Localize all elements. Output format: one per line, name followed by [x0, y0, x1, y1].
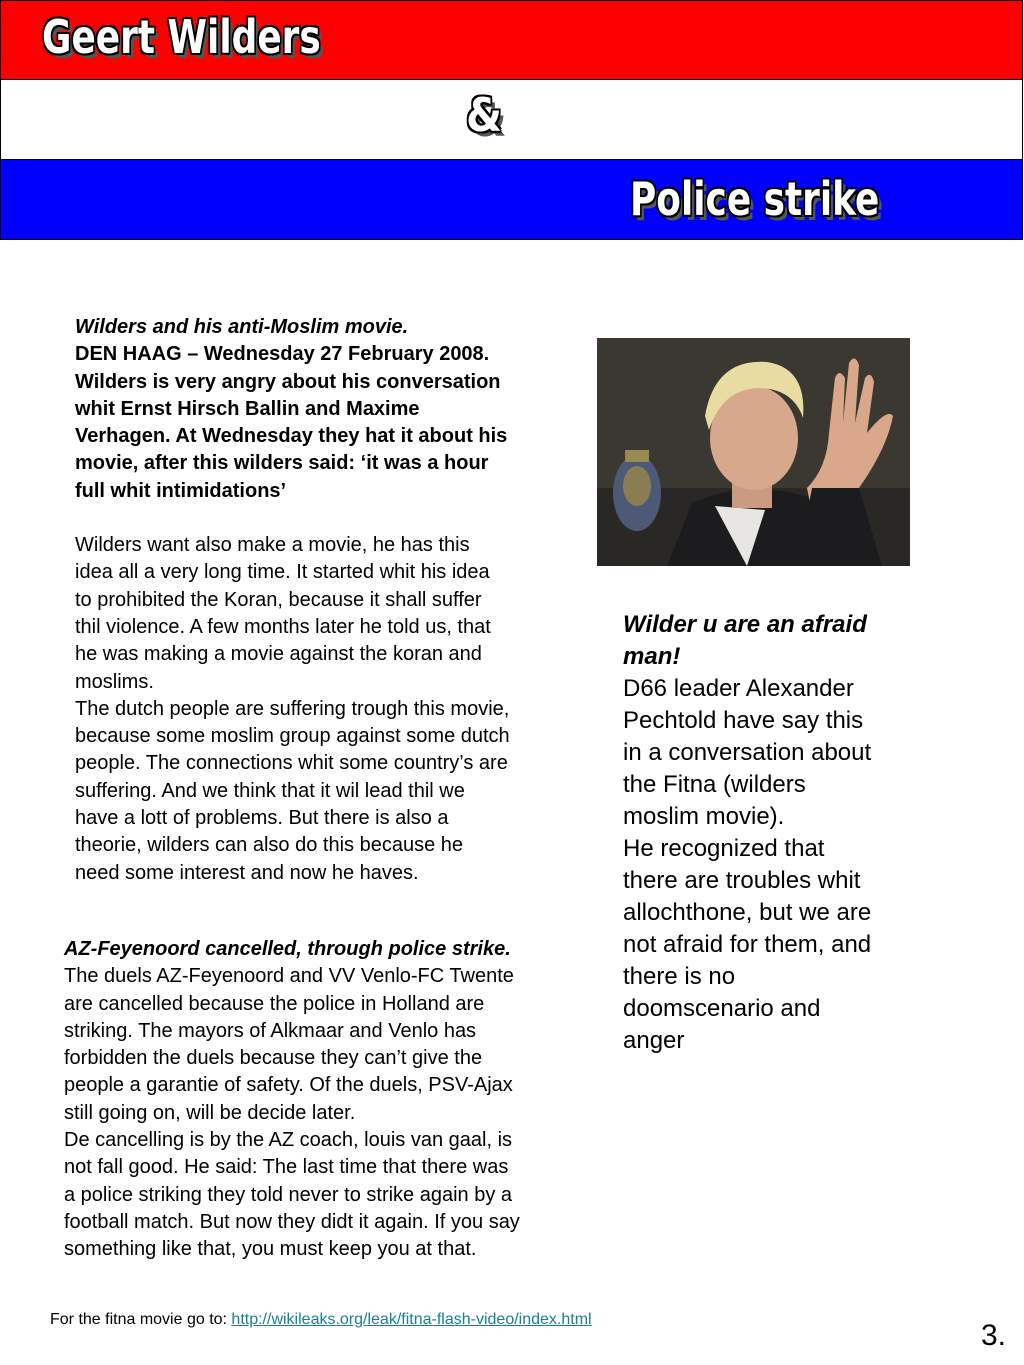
sidebar-quote: [623, 609, 908, 1057]
footer-prefix: For the fitna movie go to:: [50, 1311, 232, 1328]
title-geert-wilders: Geert Wilders: [42, 10, 321, 64]
sidebar-line: in a conversation about: [623, 739, 872, 766]
body-line: need some interest and now he haves.: [75, 861, 419, 884]
body-line: not fall good. He said: The last time that there was: [64, 1156, 509, 1179]
body-line: still going on, will be decide later.: [64, 1101, 356, 1124]
lead-line: whit Ernst Hirsch Ballin and Maxime: [75, 397, 420, 420]
lead-line: movie, after this wilders said: ‘it was a hour: [75, 452, 489, 475]
sidebar-line: there are troubles whit: [623, 867, 861, 894]
title-ampersand: &: [466, 88, 503, 142]
paragraph-gap: [75, 505, 575, 532]
body-line: are cancelled because the police in Holland are: [64, 992, 485, 1015]
lead-line: full whit intimidations’: [75, 479, 287, 502]
body-line: thil violence. A few months later he told us, that: [75, 615, 491, 638]
article-az-feyenoord: [64, 936, 586, 1264]
body-line: moslims.: [75, 670, 154, 693]
title-police-strike: Police strike: [630, 172, 880, 226]
body-line: forbidden the duels because they can’t give the: [64, 1047, 483, 1070]
article-headline: Wilders and his anti-Moslim movie.: [75, 316, 409, 338]
header-band-white: [0, 79, 1023, 160]
body-line: Wilders want also make a movie, he has this: [75, 534, 470, 557]
body-line: The dutch people are suffering trough this movie,: [75, 697, 510, 720]
lead-line: DEN HAAG – Wednesday 27 February 2008.: [75, 343, 490, 366]
body-line: have a lott of problems. But there is also a: [75, 807, 449, 830]
article-headline: AZ-Feyenoord cancelled, through police strike.: [64, 938, 511, 960]
body-line: striking. The mayors of Alkmaar and Venlo has: [64, 1019, 477, 1042]
body-line: people a garantie of safety. Of the duels, PSV-Ajax: [64, 1074, 513, 1097]
body-line: suffering. And we think that it wil lead thil we: [75, 779, 465, 802]
sidebar-line: D66 leader Alexander: [623, 675, 854, 702]
article-lead: [75, 341, 575, 505]
article-body: [75, 532, 575, 887]
body-line: football match. But now they didt it again. If you say: [64, 1210, 520, 1233]
sidebar-headline: man!: [623, 643, 681, 670]
sidebar-line: anger: [623, 1027, 685, 1054]
sidebar-line: allochthone, but we are: [623, 899, 872, 926]
page-number: 3.: [981, 1319, 1007, 1352]
body-line: something like that, you must keep you at that.: [64, 1238, 477, 1261]
body-line: people. The connections whit some country’s are: [75, 752, 508, 775]
wilders-photo-illustration: [597, 338, 910, 566]
sidebar-line: He recognized that: [623, 835, 825, 862]
sidebar-headline: Wilder u are an afraid: [623, 611, 867, 638]
sidebar-line: there is no: [623, 963, 736, 990]
sidebar-line: Pechtold have say this: [623, 707, 864, 734]
sidebar-line: doomscenario and: [623, 995, 821, 1022]
body-line: to prohibited the Koran, because it shall suffer: [75, 588, 482, 611]
sidebar-line: not afraid for them, and: [623, 931, 872, 958]
lead-line: Wilders is very angry about his conversation: [75, 370, 501, 393]
fitna-video-link[interactable]: http://wikileaks.org/leak/fitna-flash-video/index.html: [231, 1311, 592, 1328]
sidebar-line: the Fitna (wilders: [623, 771, 806, 798]
body-line: idea all a very long time. It started whit his idea: [75, 561, 490, 584]
body-line: The duels AZ-Feyenoord and VV Venlo-FC Twente: [64, 965, 514, 988]
body-line: De cancelling is by the AZ coach, louis van gaal, is: [64, 1129, 513, 1152]
article-wilders-movie: [75, 314, 575, 887]
sidebar-line: moslim movie).: [623, 803, 785, 830]
body-line: a police striking they told never to strike again by a: [64, 1183, 513, 1206]
body-line: because some moslim group against some dutch: [75, 725, 510, 748]
footer-note: [50, 1311, 592, 1329]
body-line: theorie, wilders can also do this because he: [75, 834, 464, 857]
body-line: he was making a movie against the koran and: [75, 643, 482, 666]
lead-line: Verhagen. At Wednesday they hat it about his: [75, 425, 508, 448]
wilders-photo: [597, 338, 910, 566]
